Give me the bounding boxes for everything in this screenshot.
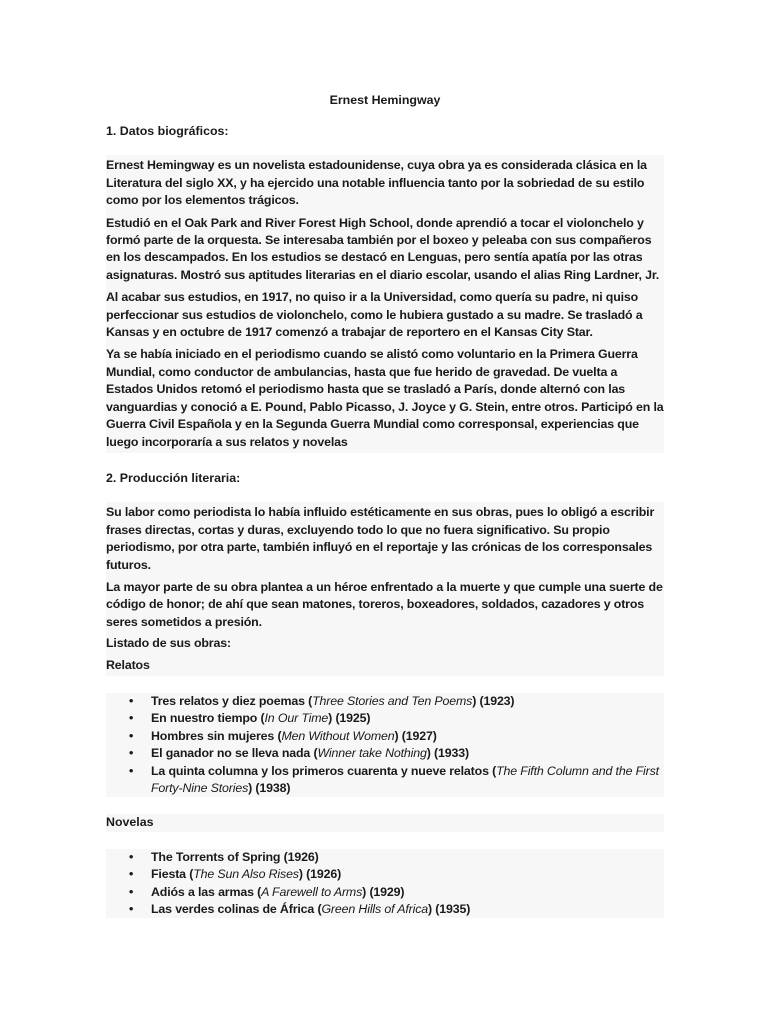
work-year: (1926) [283, 849, 319, 864]
paragraph: Ya se había iniciado en el periodismo cuando se alistó como voluntario en la Primera Guerra Mundial, como conductor de ambulancias, hasta que fue herido de gravedad. De vuelta a Estados Unidos retomó el periodismo hasta que se trasladó a París, donde alternó con las vanguardias y conoció a E. Pound, Pablo Picasso, J. Joyce y G. Stein, entre otros. Participó en la Guerra Civil Española y en la Segunda Guerra Mundial como corresponsal, experiencias que luego incorporaría a sus relatos y novelas [106, 347, 664, 449]
work-title: La quinta columna y los primeros cuarenta y nueve relatos [151, 763, 489, 778]
work-title: The Torrents of Spring [151, 849, 281, 864]
paragraph: Al acabar sus estudios, en 1917, no quiso ir a la Universidad, como quería su padre, ni quiso perfeccionar sus estudios de violonchelo, como le hubiera gustado a su madre. Se trasladó a Kansas y en octubre de 1917 comenzó a trabajar de reportero en el Kansas City Star. [106, 290, 643, 340]
bullet-icon: • [129, 693, 134, 708]
work-original-title: A Farewell to Arms [261, 884, 363, 899]
list-item: • Las verdes colinas de África (Green Hills of Africa) (1935) [106, 901, 664, 918]
list-item: • Adiós a las armas (A Farewell to Arms) (1929) [106, 884, 664, 901]
list-item: • Hombres sin mujeres (Men Without Women) (1927) [106, 728, 664, 745]
novelas-list [106, 849, 664, 919]
paragraph: Estudió en el Oak Park and River Forest High School, donde aprendió a tocar el violonchelo y formó parte de la orquesta. Se interesaba también por el boxeo y peleaba con sus compañeros en los descampados. En los estudios se destacó en Lenguas, pero sentía apatía por las otras asignaturas. Mostró sus aptitudes literarias en el diario escolar, usando el alias Ring Lardner, Jr. [106, 215, 660, 282]
list-item: • En nuestro tiempo (In Our Time) (1925) [106, 710, 664, 727]
bullet-icon: • [129, 728, 134, 743]
list-item: • Tres relatos y diez poemas (Three Stories and Ten Poems) (1923) [106, 693, 664, 710]
work-original-title: Green Hills of Africa [321, 902, 429, 917]
novelas-label: Novelas [106, 814, 664, 831]
work-title: Fiesta [151, 867, 186, 882]
paragraph: La mayor parte de su obra plantea a un héroe enfrentado a la muerte y que cumple una suerte de código de honor; de ahí que sean matones, toreros, boxeadores, soldados, cazadores y otros seres sometidos a presión. [106, 579, 663, 629]
section-biografia-text [106, 155, 664, 453]
work-year: (1925) [335, 711, 371, 726]
section-heading-produccion: 2. Producción literaria: [106, 470, 241, 485]
work-original-title: The Fifth Column and the First Forty-Nine Stories [151, 763, 659, 795]
bullet-icon: • [129, 746, 134, 761]
work-title: En nuestro tiempo [151, 711, 258, 726]
works-list-label: Listado de sus obras: [106, 636, 231, 651]
list-item: • El ganador no se lleva nada (Winner take Nothing) (1933) [106, 745, 664, 762]
document-body [106, 92, 664, 918]
work-year: (1923) [479, 693, 515, 708]
bullet-icon: • [129, 849, 134, 864]
work-original-title: Men Without Women [281, 728, 395, 743]
work-original-title: Winner take Nothing [317, 746, 427, 761]
work-original-title: In Our Time [264, 711, 329, 726]
paragraph: Su labor como periodista lo había influido estéticamente en sus obras, pues lo obligó a escribir frases directas, cortas y duras, excluyendo todo lo que no fuera significativo. Su propio periodismo, por otra parte, también influyó en el reportaje y las crónicas de los corresponsales futuros. [106, 505, 655, 572]
section-heading-biografia: 1. Datos biográficos: [106, 124, 229, 138]
list-item: • La quinta columna y los primeros cuarenta y nueve relatos (The Fifth Column and the First Forty-Nine Stories) (1938) [129, 763, 659, 795]
work-title: El ganador no se lleva nada [151, 746, 311, 761]
document-title: Ernest Hemingway [329, 93, 441, 107]
work-title: Tres relatos y diez poemas [151, 693, 305, 708]
bullet-icon: • [129, 711, 134, 726]
work-original-title: Three Stories and Ten Poems [312, 693, 473, 708]
work-year: (1938) [255, 781, 291, 795]
bullet-icon: • [129, 884, 134, 899]
work-title: Las verdes colinas de África [151, 902, 315, 917]
list-item: • Fiesta (The Sun Also Rises) (1926) [106, 866, 664, 883]
relatos-list [106, 693, 664, 797]
work-year: (1935) [435, 902, 471, 917]
list-item [106, 849, 664, 866]
bullet-icon: • [129, 763, 134, 778]
work-year: (1929) [369, 884, 405, 899]
work-title: Adiós a las armas [151, 884, 254, 899]
work-original-title: The Sun Also Rises [193, 867, 299, 882]
work-year: (1927) [401, 728, 437, 743]
paragraph: Ernest Hemingway es un novelista estadounidense, cuya obra ya es considerada clásica en la Literatura del siglo XX, y ha ejercido una notable influencia tanto por la sobriedad de su estilo como por los elementos trágicos. [106, 158, 647, 208]
relatos-label: Relatos [106, 657, 150, 672]
work-year: (1933) [434, 746, 469, 761]
work-title: Hombres sin mujeres [151, 728, 275, 743]
bullet-icon: • [129, 902, 134, 917]
work-year: (1926) [306, 867, 342, 882]
bullet-icon: • [129, 867, 134, 882]
section-produccion-text [106, 502, 664, 676]
